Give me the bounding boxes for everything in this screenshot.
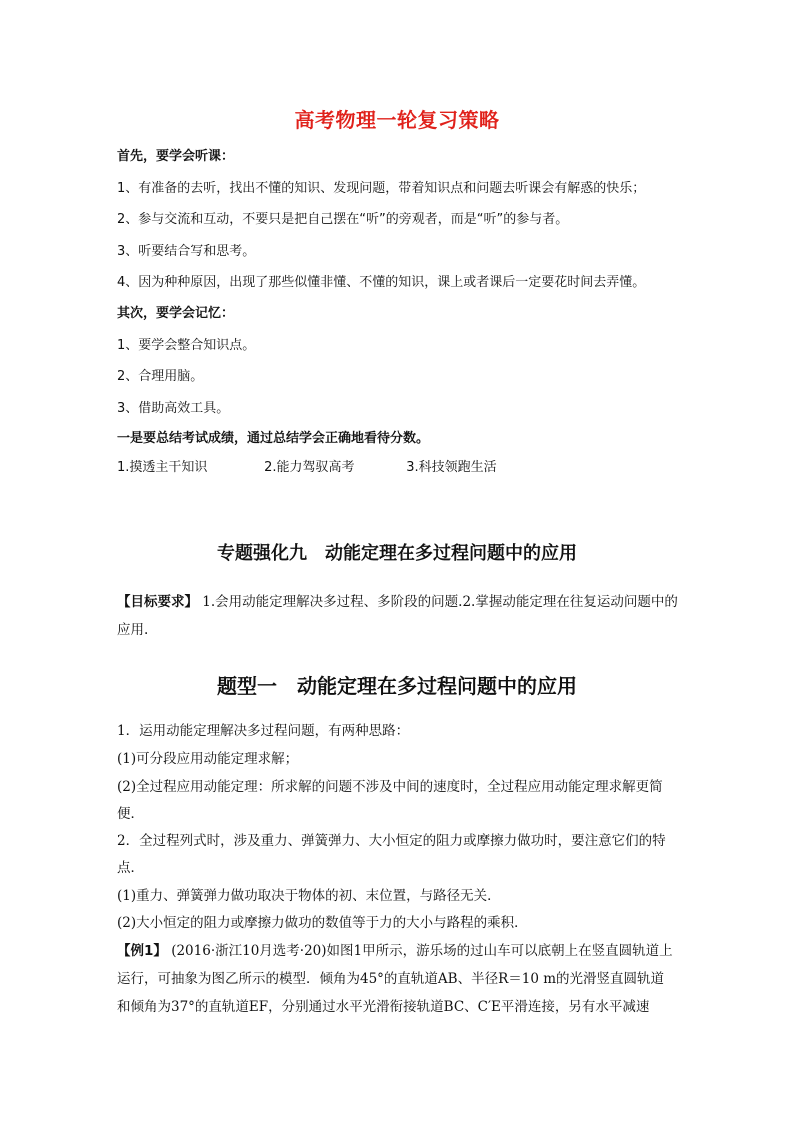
list-item: 4、因为种种原因，出现了那些似懂非懂、不懂的知识，课上或者课后一定要花时间去弄懂。 — [117, 275, 646, 290]
list-item: 1、要学会整合知识点。 — [117, 338, 256, 353]
example-text: (2016·浙江10月选考·20)如图1甲所示，游乐场的过山车可以底朝上在竖直圆轨道上 — [171, 943, 673, 959]
paragraph-line: 2．全过程列式时，涉及重力、弹簧弹力、大小恒定的阻力或摩擦力做功时，要注意它们的特 — [117, 833, 666, 849]
goal-text: 1.会用动能定理解决多过程、多阶段的问题.2.掌握动能定理在往复运动问题中的 — [202, 594, 678, 610]
example-line — [117, 939, 673, 959]
example-tag: 【例1】 — [117, 943, 167, 959]
paragraph-line: (1)重力、弹簧弹力做功取决于物体的初、末位置，与路径无关． — [117, 888, 501, 904]
list-item: 1、有准备的去听，找出不懂的知识、发现问题，带着知识点和问题去听课会有解惑的快乐； — [117, 181, 646, 196]
paragraph-line: (1)可分段应用动能定理求解； — [117, 751, 299, 767]
example-line-continued: 和倾角为37°的直轨道EF，分别通过水平光滑衔接轨道BC、C′E平滑连接，另有水平减速 — [117, 999, 650, 1015]
tip-item: 3.科技领跑生活 — [406, 460, 497, 475]
section-heading-memory: 其次，要学会记忆： — [117, 306, 235, 321]
type-title: 题型一 动能定理在多过程问题中的应用 — [217, 674, 577, 698]
topic-title: 专题强化九 动能定理在多过程问题中的应用 — [217, 543, 577, 564]
list-item: 2、合理用脑。 — [117, 369, 204, 384]
goal-line — [117, 590, 678, 610]
paragraph-line: 1．运用动能定理解决多过程问题，有两种思路： — [117, 723, 410, 739]
page-title: 高考物理一轮复习策略 — [294, 108, 500, 132]
paragraph-line: (2)大小恒定的阻力或摩擦力做功的数值等于力的大小与路程的乘积． — [117, 915, 528, 931]
list-item: 2、参与交流和互动，不要只是把自己摆在“听”的旁观者，而是“听”的参与者。 — [117, 212, 569, 227]
summary-line: 一是要总结考试成绩，通过总结学会正确地看待分数。 — [117, 431, 430, 446]
paragraph-line: (2)全过程应用动能定理：所求解的问题不涉及中间的速度时，全过程应用动能定理求解更简 — [117, 779, 663, 795]
goal-tag: 【目标要求】 — [117, 594, 198, 610]
list-item: 3、借助高效工具。 — [117, 401, 230, 416]
list-item: 3、听要结合写和思考。 — [117, 244, 256, 259]
paragraph-line: 点． — [117, 860, 144, 876]
example-line-continued: 运行，可抽象为图乙所示的模型．倾角为45°的直轨道AB、半径R＝10 m的光滑竖直圆轨道 — [117, 971, 665, 987]
tip-item: 2.能力驾驭高考 — [264, 460, 355, 475]
tips-row — [117, 456, 497, 475]
section-heading-listening: 首先，要学会听课： — [117, 149, 235, 164]
goal-line-continued: 应用. — [117, 622, 149, 638]
tip-item: 1.摸透主干知识 — [117, 460, 208, 475]
paragraph-line: 便． — [117, 806, 144, 822]
